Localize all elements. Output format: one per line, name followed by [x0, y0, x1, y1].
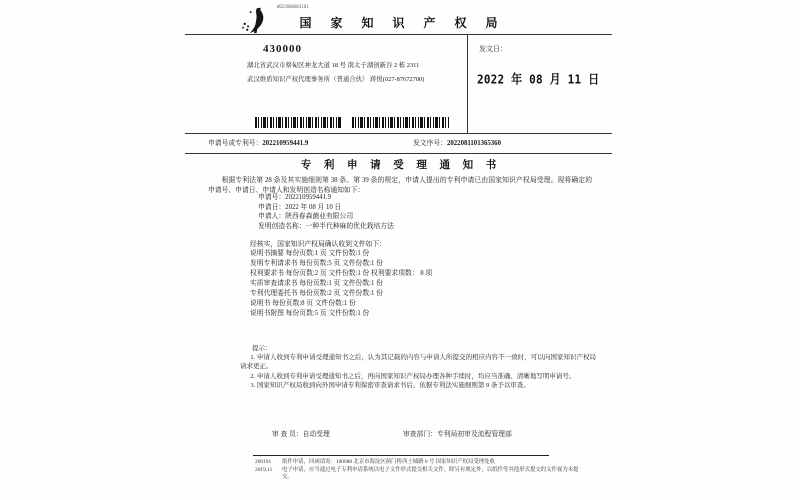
divider-under-numbers [185, 153, 612, 154]
examiner-label: 审 查 员： [272, 431, 303, 438]
document-header [185, 6, 612, 34]
application-number-label: 申请号或专利号： [208, 140, 263, 147]
notes-section [240, 344, 596, 390]
agency-title: 国 家 知 识 产 权 局 [299, 16, 506, 30]
body-paragraph: 根据专利法第 28 条及其实施细则第 38 条、第 39 条的规定，申请人提出的专利申请已由国家知识产权局受理。现将确定的申请号、申请日、申请人和发明创造名称通知如下： [208, 177, 592, 194]
received-document-line: 说明书摘要 每份页数:1 页 文件份数:1 份 [250, 250, 370, 257]
footer-line-electronic: 电子申请，应当通过电子专利申请系统以电子文件形式提交相关文件。除另有规定外，以纸件等其他形式提交的文件视为未提交。 [282, 466, 579, 481]
issue-date-label: 发文日： [479, 45, 507, 53]
footer-line-paper: 纸件申请，回函请寄：100088 北京市海淀区蓟门桥西土城路 6 号 国家知识产权局受理处收 [282, 459, 495, 465]
note-line: 2. 申请人收到专利申请受理通知书之后，再向国家知识产权局办理各种手续时，均应当准确、清晰地写明申请号。 [250, 372, 576, 380]
application-number-value: 202210959441.9 [262, 140, 309, 147]
field-line: 申请人：陕西春森菌业有限公司 [258, 213, 354, 221]
department-value: 专利局初审及流程管理部 [436, 431, 512, 438]
field-line: 申请号：202210959441.9 [258, 194, 332, 201]
dispatch-number-group [413, 137, 501, 147]
footer [255, 459, 585, 482]
field-line: 申请日：2022 年 08 月 10 日 [258, 203, 342, 211]
address-section [185, 35, 612, 133]
postal-code: 430000 [263, 43, 302, 55]
received-document-line: 说明书附图 每份页数:5 页 文件份数:1 份 [250, 310, 370, 317]
received-document-line: 实质审查请求书 每份页数:1 页 文件份数:1 份 [250, 280, 383, 287]
footer-divider [253, 455, 549, 456]
footer-text [282, 459, 585, 482]
notes-list [240, 353, 596, 390]
footer-codes [255, 459, 282, 482]
received-document-line: 说明书 每份页数:8 页 文件份数:1 份 [250, 300, 356, 307]
examiner-value: 自动受理 [302, 431, 330, 438]
field-line: 发明创造名称：一种半代种麻的优化栽培方法 [258, 222, 394, 230]
issue-date-value: 2022 年 08 月 11 日 [477, 72, 600, 88]
print-code: W022080803101 [276, 4, 309, 10]
application-fields [258, 193, 588, 231]
received-document-line: 权利要求书 每份页数:2 页 文件份数:1 份 权利要求项数： 8 项 [250, 270, 433, 277]
received-documents-list [250, 249, 600, 319]
confirmation-line: 经核实，国家知识产权局确认收到文件如下： [250, 241, 386, 248]
department-label: 审查部门： [403, 431, 437, 438]
recipient-address: 湖北省武汉市蔡甸区神龙大道 18 号 南太子湖创新谷 2 栋 2311 [247, 62, 420, 69]
document-title: 专 利 申 请 受 理 通 知 书 [300, 160, 502, 171]
examiner-group [272, 428, 330, 438]
divider-vertical [467, 35, 468, 133]
dispatch-number-label: 发文序号： [413, 140, 447, 147]
note-line: 3. 国家知识产权局收到向外国申请专利保密审查请求书后，依据专利法实施细则第 9 条予以审查。 [250, 381, 530, 389]
notes-label: 提示： [252, 345, 272, 352]
received-document-line: 发明专利请求书 每份页数:5 页 文件份数:1 份 [250, 260, 383, 267]
department-group [403, 428, 512, 438]
form-code: 200101 [255, 459, 272, 465]
document-content [185, 0, 612, 500]
barcode [255, 117, 341, 128]
received-document-line: 专利代理委托书 每份页数:2 页 文件份数:1 份 [250, 290, 383, 297]
recipient-agency: 武汉维盾知识产权代理事务所（普通合伙） 蒋悦(027-87672700) [247, 76, 425, 83]
form-version: 2019.11 [255, 466, 273, 473]
note-line: 1. 申请人收到专利申请受理通知书之后，认为其记载的内容与申请人所提交的相应内容不一致时，可以向国家知识产权局请求更正。 [240, 354, 596, 371]
dispatch-number-value: 2022081101365360 [446, 140, 501, 147]
application-number-group [208, 137, 308, 147]
barcode [352, 117, 449, 128]
divider-mid [185, 133, 612, 134]
